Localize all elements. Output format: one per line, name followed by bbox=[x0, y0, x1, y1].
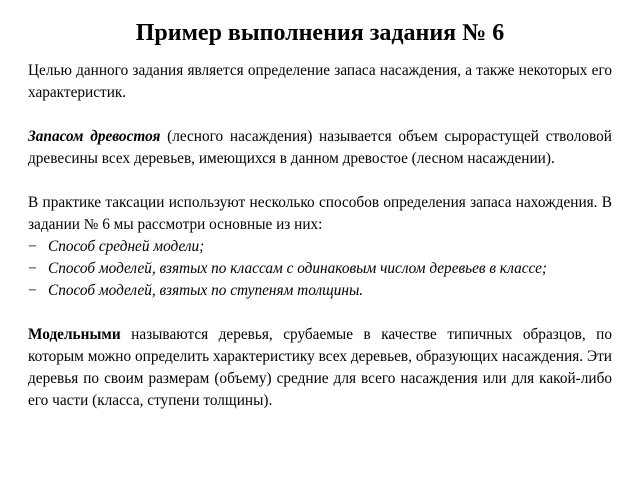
model-definition-paragraph bbox=[28, 324, 612, 412]
model-definition-term: Модельными bbox=[28, 326, 121, 343]
list-dash: − bbox=[28, 238, 37, 255]
spacer bbox=[28, 302, 612, 324]
list-dash: − bbox=[28, 282, 37, 299]
methods-intro-paragraph: В практике таксации используют несколько способов определения запаса нахождения. В задании № 6 мы рассмотри основные из них: bbox=[28, 194, 612, 233]
list-item bbox=[28, 236, 612, 258]
list-item bbox=[28, 280, 612, 302]
methods-list bbox=[28, 236, 612, 302]
model-definition-text: называются деревья, срубаемые в качестве типичных образцов, по которым можно определить характеристику всех деревьев, образующих насаждения. Эти деревья по своим размерам (объему) средние для всего насаждения или для какой-либо его части (класса, ступени толщины). bbox=[28, 326, 612, 409]
spacer bbox=[28, 104, 612, 126]
slide-content bbox=[28, 60, 612, 412]
stock-definition-paragraph bbox=[28, 126, 612, 170]
method-text: Способ средней модели; bbox=[48, 238, 205, 255]
list-item bbox=[28, 258, 612, 280]
method-text: Способ моделей, взятых по ступеням толщины. bbox=[48, 282, 364, 299]
intro-paragraph: Целью данного задания является определение запаса насаждения, а также некоторых его характеристик. bbox=[28, 62, 612, 101]
page-title: Пример выполнения задания № 6 bbox=[135, 20, 505, 46]
stock-definition-term: Запасом древостоя bbox=[28, 128, 161, 145]
spacer bbox=[28, 170, 612, 192]
method-text: Способ моделей, взятых по классам с одинаковым числом деревьев в классе; bbox=[48, 260, 548, 277]
stock-definition-text: (лесного насаждения) называется объем сырорастущей стволовой древесины всех деревьев, имеющихся в данном древостое (лесном насаждении). bbox=[28, 128, 612, 167]
list-dash: − bbox=[28, 260, 37, 277]
